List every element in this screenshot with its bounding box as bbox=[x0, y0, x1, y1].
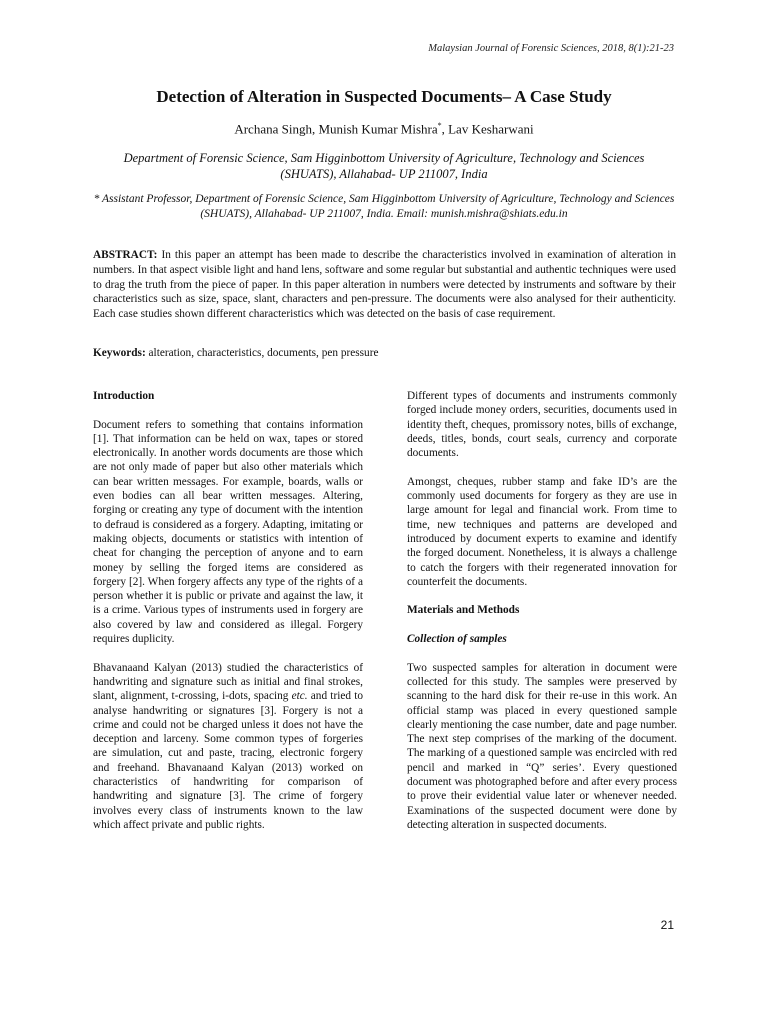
paragraph: Two suspected samples for alteration in document were collected for this study. The samples were preserved by scanning to the hard disk for their re-use in this work. An official stamp was placed in every questioned sample clearly mentioning the case number, date and page number. The next step comprises of the marking of the document. The marking of a questioned sample was encircled with red pencil and marked in “Q” series’. Every questioned document was photographed before and after every process to prove their evidential value later or whenever needed. Examinations of the suspected document were done by detecting alteration in suspected documents. bbox=[407, 661, 677, 831]
paragraph: Document refers to something that contains information [1]. That information can be held on wax, tapes or stored electronically. In another words documents are those which are not only made of paper but also other materials which can bear written messages. For example, boards, walls or even bodies can all bear written messages. Altering, forging or creating any type of document with the intention to defraud is considered as a forgery. Adapting, imitating or making objects, documents or statistics with intention of cheat for changing the perception of anyone and to earn money by selling the forged items are considered as forgery [2]. When forgery affects any type of the rights of a person whether it is public or private and against the law, it is a crime. Various types of instruments used in forgery are also covered by law and considered as illegal. Forgery requires duplicity. bbox=[93, 418, 363, 646]
abstract-label: ABSTRACT: bbox=[93, 249, 158, 261]
running-head: Malaysian Journal of Forensic Sciences, 2018, 8(1):21-23 bbox=[428, 43, 674, 54]
author-names: Archana Singh, Munish Kumar Mishra bbox=[234, 121, 438, 137]
page-number: 21 bbox=[660, 918, 674, 932]
corresponding-mark: * bbox=[437, 121, 442, 130]
paragraph: Different types of documents and instruments commonly forged include money orders, securities, documents used in identity theft, cheques, promissory notes, bills of exchange, deeds, titles, bonds, court seals, currency and corporate documents. bbox=[407, 390, 677, 460]
subsection-heading-collection: Collection of samples bbox=[407, 633, 507, 646]
correspondence-note: * Assistant Professor, Department of Forensic Science, Sam Higginbottom University of Agriculture, Technology and Sciences (SHUATS), Allahabad- UP 211007, India. Email: munish.mishra@shiats.edu.in bbox=[93, 193, 675, 220]
paragraph bbox=[93, 661, 363, 833]
right-column bbox=[407, 389, 677, 847]
abstract bbox=[93, 248, 676, 322]
keywords-text: alteration, characteristics, documents, pen pressure bbox=[145, 347, 379, 359]
author-list bbox=[0, 121, 768, 137]
section-heading-introduction: Introduction bbox=[93, 390, 155, 402]
paragraph: Amongst, cheques, rubber stamp and fake ID’s are the commonly used documents for forgery as they are use in large amount for legal and financial work. From time to time, new techniques and patterns are developed and introduced by document experts to examine and identify the forged document. Nonetheless, it is always a challenge to catch the forgers with their regenerated innovation for counterfeit the documents. bbox=[407, 475, 677, 588]
italic-etc: etc. bbox=[291, 690, 308, 703]
section-heading-materials-methods: Materials and Methods bbox=[407, 604, 520, 617]
keywords-label: Keywords: bbox=[93, 347, 146, 359]
affiliation: Department of Forensic Science, Sam Higginbottom University of Agriculture, Technology and Sciences (SHUATS), Allahabad- UP 211007, India bbox=[123, 151, 645, 181]
keywords bbox=[93, 347, 676, 359]
paragraph-text: Bhavanaand Kalyan (2013) studied the characteristics of handwriting and signature such as initial and final strokes, slant, alignment, t-crossing, i-dots, spacing bbox=[93, 661, 363, 703]
paragraph-text: and tried to analyse handwriting or signatures [3]. Forgery is not a crime and could not be charged unless it does not have the deception and larceny. Some common types of forgeries are simulation, cut and paste, tracing, electronic forgery and freehand. Bhavanaand Kalyan (2013) worked on characteristics of handwriting for comparison of handwriting and signature [3]. The crime of forgery involves every class of instruments known to the law which affect private and public rights. bbox=[93, 690, 363, 831]
paper-title: Detection of Alteration in Suspected Documents– A Case Study bbox=[156, 87, 612, 106]
left-column bbox=[93, 389, 363, 847]
author-names-rest: , Lav Kesharwani bbox=[441, 121, 534, 137]
abstract-text: In this paper an attempt has been made to describe the characteristics involved in examination of alteration in numbers. In that aspect visible light and hand lens, software and some regular but substantial and authentic techniques were used to drag the truth from the piece of paper. In this paper alteration in numbers were detected by instruments and software by their characteristics such as size, space, slant, characters and pen-pressure. The documents were also analysed for their authenticity. Each case studies shown different characteristics which was detected on the basis of case requirement. bbox=[93, 249, 676, 321]
